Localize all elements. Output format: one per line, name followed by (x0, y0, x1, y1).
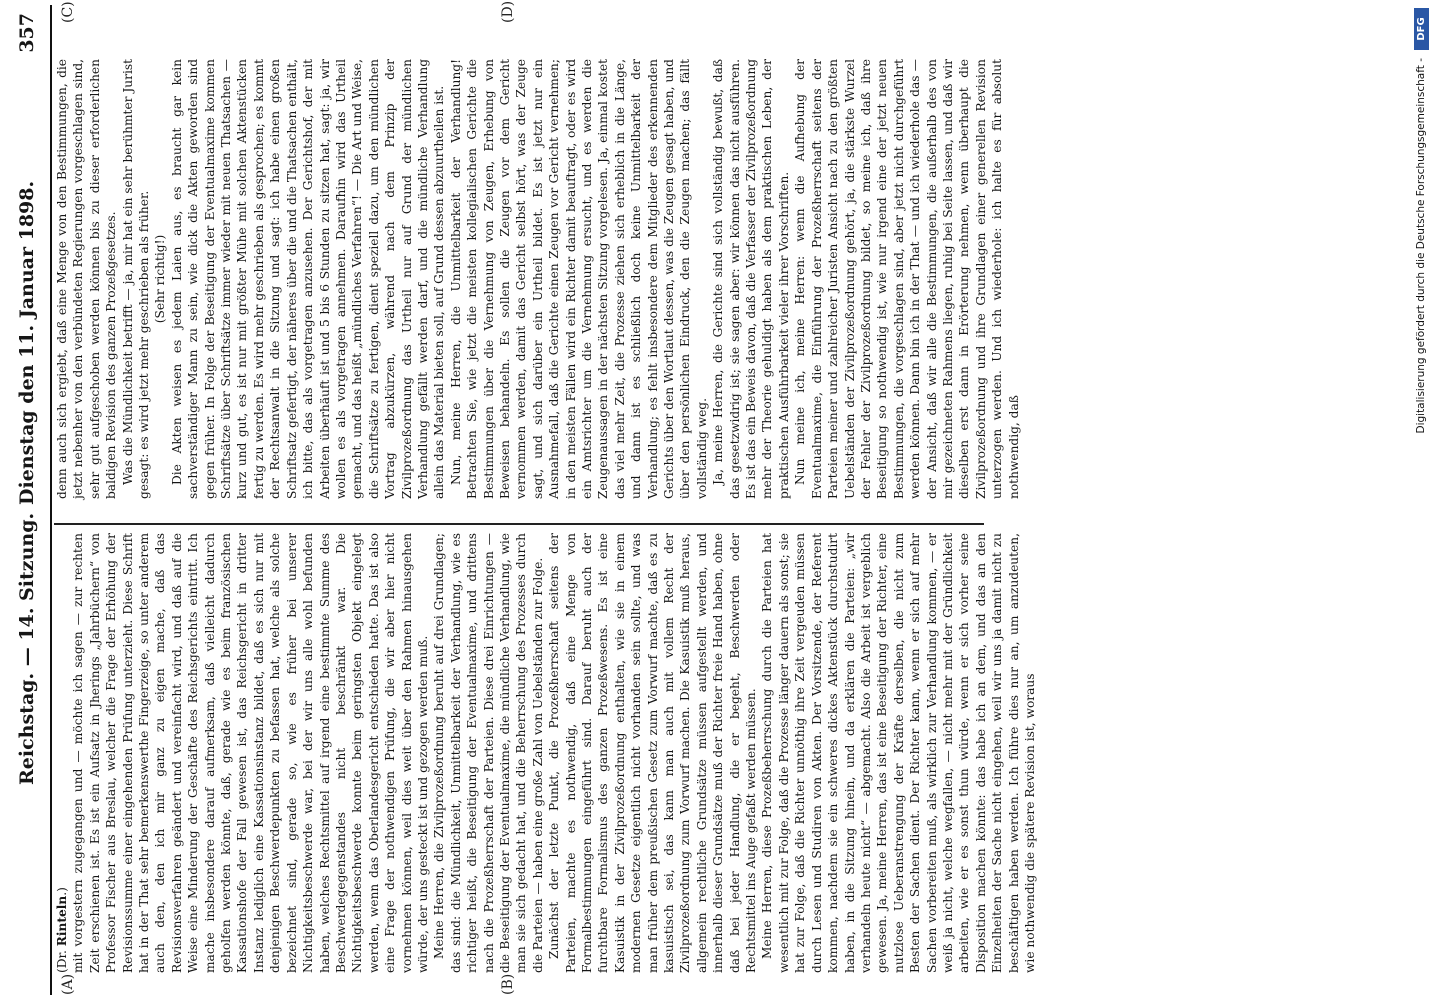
paragraph: Meine Herren, diese Prozeßbeherrschung durch die Parteien hat wesentlich mit zur Folge, daß die Prozesse länger dauern als sonst; sie hat zur Folge, daß die Richter unnöthig ihre Zeit vergeuden müssen durch Lesen und Studiren von Akten. Der Vorsitzende, der Referent kommen, nachdem sie ein schweres dickes Aktenstück durchstudirt haben, in die Sitzung hinein, und da erklären die Parteien: „wir verhandeln heute nicht“ — abgemacht. Also die Arbeit ist vergeblich gewesen. Ja, meine Herren, das ist eine Beseitigung der Richter, eine nutzlose Ueberanstrengung der Kräfte derselben, die nicht zum Besten der Sachen dient. Der Richter kann, wenn er sich auf mehr Sachen vorbereiten muß, als wirklich zur Verhandlung kommen, — er weiß ja nicht, welche wegfallen, — nicht mehr mit der Gründlichkeit arbeiten, wie er es sonst thun würde, wenn er sich vorher seine Disposition machen könnte: das habe ich an dem, und das an den Einzelheiten der Sache nicht eingehen, weil wir uns ja damit nicht zu beschäftigen haben werden. Ich führe dies nur an, um anzudeuten, wie nothwendig die spätere Revision ist, woraus (760, 533, 1037, 973)
margin-marker-d: (D) (500, 0, 516, 23)
digitization-credit (1412, 8, 1432, 992)
dfg-logo: DFG (1414, 8, 1429, 50)
interjection: (Sehr richtig!) (153, 234, 168, 324)
paragraph: Meine Herren, die Zivilprozeßordnung beruht auf drei Grundlagen; das sind: die Mündlichkeit, Unmittelbarkeit der Verhandlung, wie es richtiger heißt, die Beseitigung der Eventualmaxime, und drittens nach die Prozeßherrschaft der Parteien. Diese drei Einrichtungen — die Beseitigung der Eventualmaxime, die mündliche Verhandlung, wie man sie sich gedacht hat, und die Beherrschung des Prozesses durch die Parteien — haben eine große Zahl von Uebelständen zur Folge. (432, 533, 545, 973)
header-date: Dienstag den 11. Januar 1898. (16, 180, 38, 505)
column-divider (54, 523, 984, 525)
right-column (54, 59, 1021, 499)
paragraph: mit vorgestern zugegangen und — möchte ich sagen — zur rechten Zeit erschienen ist. Es ist ein Aufsatz in Jherings „Jahrbüchern“ von Professor Fischer aus Breslau, welcher die Frage der Erhöhung der Revisionssumme einer eingehenden Prüfung unterzieht. Diese Schrift hat in der That sehr bemerkenswerthe Fingerzeige, so unter anderem auch den, den ich mir ganz zu eigen mache, daß das Revisionsverfahren geändert und vereinfacht wird, und daß auf die Weise eine Minderung der Geschäfte des Reichsgerichts eintritt. Ich mache insbesondere darauf aufmerksam, daß vielleicht dadurch geholfen werden könnte, daß, gerade wie es beim französischen Kassationshofe der Fall gewesen ist, das Reichsgericht in dritter Instanz lediglich eine Kassationsinstanz bildet, daß es sich nur mit denjenigen Beschwerdepunkten zu befassen hat, welche als solche bezeichnet sind, gerade so, wie es früher bei unserer Nichtigkeitsbeschwerde war, bei der wir uns alle wohl befunden haben, welches Rechtsmittel auf irgend eine bestimmte Summe des Beschwerdegegenstandes nicht beschränkt war. Die Nichtigkeitsbeschwerde konnte beim geringsten Objekt eingelegt werden, wenn das Oberlandesgericht entschieden hatte. Das ist also eine Frage der nothwendigen Prüfung, die wir aber hier nicht vornehmen können, weil dies weit über den Rahmen hinausgehen würde, der uns gesteckt ist und gezogen werden muß. (71, 533, 430, 973)
paragraph: Zunächst der letzte Punkt, die Prozeßherrschaft seitens der Parteien, machte es nothwendig, daß eine Menge von Formalbestimmungen eingeführt sind. Darauf beruht auch der furchtbare Formalismus des ganzen Prozeßwesens. Es ist eine Kasuistik in der Zivilprozeßordnung enthalten, wie sie in einem modernen Gesetze eigentlich nicht vorhanden sein sollte, und was man früher dem preußischen Gesetz zum Vorwurf machte, daß es zu kasuistisch sei, das kann man auch mit vollem Recht der Zivilprozeßordnung zum Vorwurf machen. Die Kasuistik muß heraus, allgemein rechtliche Grundsätze müssen aufgestellt werden, und innerhalb dieser Grundsätze muß der Richter freie Hand haben, ohne daß bei jeder Handlung, die er begeht, Beschwerden oder Rechtsmittel ins Auge gefaßt werden müssen. (547, 533, 759, 973)
header-rule (50, 5, 52, 995)
speaker-suffix: .) (55, 887, 69, 896)
credit-text: Digitalisierung gefördert durch die Deutsche Forschungsgemeinschaft - (1415, 58, 1427, 434)
rotated-page-content (10, 0, 1410, 995)
speaker-line (54, 533, 70, 973)
margin-marker-a: (A) (60, 973, 76, 995)
header-left: Reichstag. — 14. Sitzung. (16, 512, 38, 785)
paragraph: Nun, meine Herren, die Unmittelbarkeit der Verhandlung! Betrachten Sie, wie jetzt die meisten kollegialischen Gerichte die Bestimmungen über die Vernehmung von Zeugen, Erhebung von Beweisen behandeln. Es sollen die Zeugen vor dem Gericht vernommen werden, damit das Gericht selbst hört, was der Zeuge sagt, und sich darüber ein Urtheil bildet. Es ist jetzt nur ein Ausnahmefall, daß die Gerichte einen Zeugen vor Gericht vernehmen; in den meisten Fällen wird ein Richter damit beauftragt, oder es wird ein Amtsrichter um die Vernehmung ersucht, und es werden die Zeugenaussagen in der nächsten Sitzung vorgelesen. Ja, einmal kostet das viel mehr Zeit, die Prozesse ziehen sich erheblich in die Länge, und dann ist es schließlich doch keine Unmittelbarkeit der Verhandlung; es fehlt insbesondere dem Mitglieder des erkennenden Gerichts über den Wortlaut dessen, was die Zeugen gesagt haben, und über den persönlichen Eindruck, den die Zeugen machen; das fällt vollständig weg. (448, 59, 709, 499)
speaker-name: Rinteln (55, 895, 69, 947)
paragraph: Was die Mündlichkeit betrifft — ja, mir hat ein sehr berühmter Jurist gesagt: es wird jetzt mehr geschrieben als früher. (120, 59, 152, 499)
left-column (54, 533, 1037, 973)
running-header (10, 5, 52, 995)
paragraph: Die Akten weisen es jedem Laien aus, es braucht gar kein sachverständiger Mann zu sein, wie dick die Akten geworden sind gegen früher. In Folge der Beseitigung der Eventualmaxime kommen Schriftsätze über Schriftsätze immer wieder mit neuen Thatsachen — kurz und gut, es ist nur mit größter Mühe mit solchen Aktenstücken fertig zu werden. Es wird mehr geschrieben als gesprochen; es kommt der Rechtsanwalt in die Sitzung und sagt: ich habe einen großen Schriftsatz gefertigt, der näheres über die und die Thatsachen enthält, ich bitte, das als vorgetragen anzusehen. Der Gerichtshof, der mit Arbeiten überhäuft ist und 5 bis 6 Stunden zu sitzen hat, sagt: ja, wir wollen es als vorgetragen annehmen. Daraufhin wird das Urtheil gemacht, und das heißt „mündliches Verfahren“! — Die Art und Weise, die Schriftsätze zu fertigen, dient speziell dazu, um den mündlichen Vortrag abzukürzen, während nach dem Prinzip der Zivilprozeßordnung das Urtheil nur auf Grund der mündlichen Verhandlung gefällt werden darf, und die mündliche Verhandlung allein das Material bieten soll, auf Grund dessen abzuurtheilen ist. (169, 59, 447, 499)
paragraph: Ja, meine Herren, die Gerichte sind sich vollständig bewußt, daß das gesetzwidrig ist; sie sagen aber: wir können das nicht ausführen. Es ist das ein Beweis davon, daß die Verfasser der Zivilprozeßordnung mehr der Theorie gehuldigt haben als dem praktischen Leben, der praktischen Ausführbarkeit vieler ihrer Vorschriften. (711, 59, 791, 499)
paragraph: Nun meine ich, meine Herren: wenn die Aufhebung der Eventualmaxime, die Einführung der Prozeßherrschaft seitens der Parteien meiner und zahlreicher Juristen Ansicht nach zu den größten Uebelständen der Zivilprozeßordnung gehört, ja, die stärkste Wurzel der Fehler der Zivilprozeßordnung bildet, so meine ich, daß ihre Beseitigung so nothwendig ist, wie nur irgend eine der jetzt neuen Bestimmungen, die vorgeschlagen sind, aber jetzt nicht durchgeführt werden können. Dann bin ich in der That — und ich wiederhole das — der Ansicht, daß wir alle die Bestimmungen, die außerhalb des von mir gezeichneten Rahmens liegen, ruhig bei Seite lassen, und daß wir dieselben erst dann in Erörterung nehmen, wenn überhaupt die Zivilprozeßordnung und ihre Grundlagen einer generellen Revision unterzogen werden. Und ich wiederhole: ich halte es für absolut nothwendig, daß (793, 59, 1021, 499)
margin-marker-c: (C) (60, 1, 76, 23)
margin-marker-b: (B) (500, 973, 516, 995)
speaker-prefix: (Dr. (55, 950, 69, 973)
page-number: 357 (16, 13, 38, 53)
paragraph: denn auch sich ergiebt, daß eine Menge von den Bestimmungen, die jetzt nebenher von den verbündeten Regierungen vorgeschlagen sind, sehr gut aufgeschoben werden können bis zu dieser erforderlichen baldigen Revision des ganzen Prozeßgesetzes. (55, 59, 119, 499)
